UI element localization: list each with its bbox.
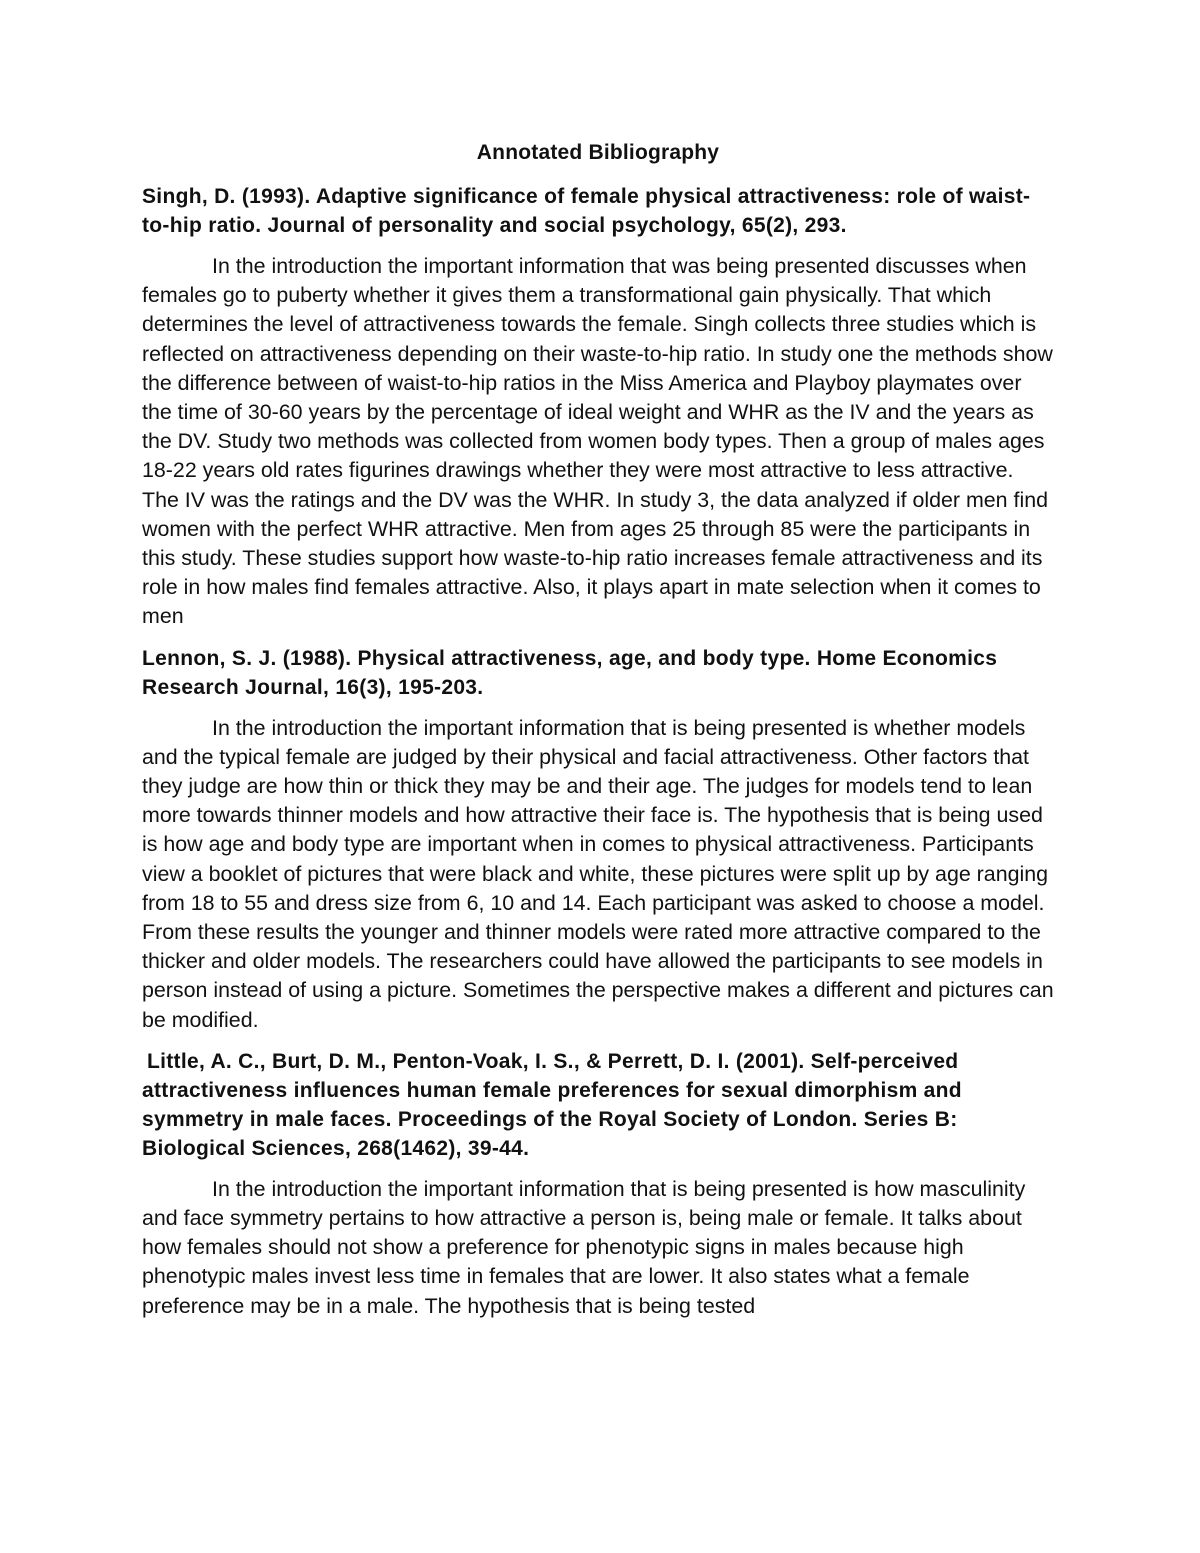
- bibliography-entry: [142, 644, 1054, 1035]
- entry-annotation: In the introduction the important information that was being presented discusses when females go to puberty whether it gives them a transformational gain physically. That which determines the level of attractiveness towards the female. Singh collects three studies which is reflected on attractiveness depending on their waste-to-hip ratio. In study one the methods show the difference between of waist-to-hip ratios in the Miss America and Playboy playmates over the time of 30-60 years by the percentage of ideal weight and WHR as the IV and the years as the DV. Study two methods was collected from women body types. Then a group of males ages 18-22 years old rates figurines drawings whether they were most attractive to less attractive. The IV was the ratings and the DV was the WHR. In study 3, the data analyzed if older men find women with the perfect WHR attractive. Men from ages 25 through 85 were the participants in this study. These studies support how waste-to-hip ratio increases female attractiveness and its role in how males find females attractive. Also, it plays apart in mate selection when it comes to men: [142, 254, 1053, 629]
- entry-citation: Lennon, S. J. (1988). Physical attractiveness, age, and body type. Home Economics Research Journal, 16(3), 195-203.: [142, 646, 998, 699]
- document-title: Annotated Bibliography: [476, 141, 720, 164]
- bibliography-entry: [142, 1047, 1054, 1321]
- entry-citation: Singh, D. (1993). Adaptive significance of female physical attractiveness: role of waist-to-hip ratio. Journal of personality and social psychology, 65(2), 293.: [142, 185, 1031, 237]
- entry-annotation: In the introduction the important information that is being presented is whether models and the typical female are judged by their physical and facial attractiveness. Other factors that they judge are how thin or thick they may be and their age. The judges for models tend to lean more towards thinner models and how attractive their face is. The hypothesis that is being used is how age and body type are important when in comes to physical attractiveness. Participants view a booklet of pictures that were black and white, these pictures were split up by age ranging from 18 to 55 and dress size from 6, 10 and 14. Each participant was asked to choose a model. From these results the younger and thinner models were rated more attractive compared to the thicker and older models. The researchers could have allowed the participants to see models in person instead of using a picture. Sometimes the perspective makes a different and pictures can be modified.: [142, 715, 1054, 1032]
- bibliography-entry: [142, 182, 1054, 632]
- entry-annotation: In the introduction the important information that is being presented is how masculinity and face symmetry pertains to how attractive a person is, being male or female. It talks about how females should not show a preference for phenotypic signs in males because high phenotypic males invest less time in females that are lower. It also states what a female preference may be in a male. The hypothesis that is being tested: [142, 1176, 1026, 1318]
- entry-citation: Little, A. C., Burt, D. M., Penton-Voak, I. S., & Perrett, D. I. (2001). Self-perceived attractiveness influences human female preferences for sexual dimorphism and symmetry in male faces. Proceedings of the Royal Society of London. Series B: Biological Sciences, 268(1462), 39-44.: [142, 1049, 962, 1160]
- document-body: [142, 138, 1054, 1333]
